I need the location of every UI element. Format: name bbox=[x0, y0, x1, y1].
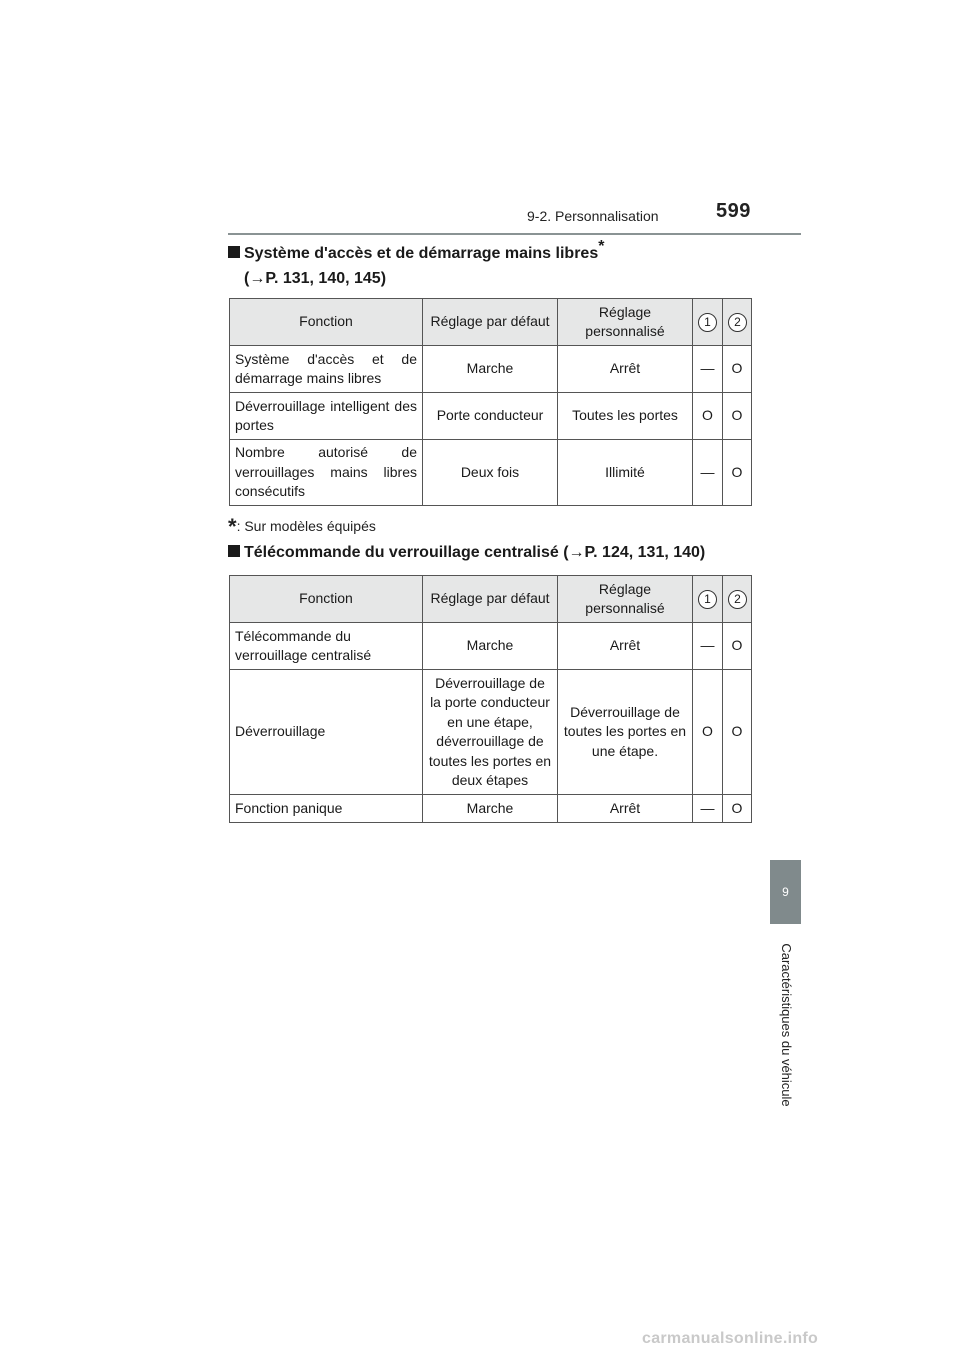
cell-c1: — bbox=[693, 346, 723, 393]
chapter-label: Caractéristiques du véhicule bbox=[779, 943, 794, 1107]
table-row bbox=[230, 393, 752, 440]
section-page-ref: (→P. 131, 140, 145) bbox=[244, 270, 387, 287]
table-row bbox=[230, 346, 752, 393]
col-header-2 bbox=[723, 299, 752, 346]
square-bullet-icon bbox=[228, 246, 240, 258]
cell-c1: — bbox=[693, 440, 723, 506]
cell-perso: Arrêt bbox=[558, 795, 693, 823]
section-title-remote bbox=[228, 540, 705, 566]
cell-perso: Toutes les portes bbox=[558, 393, 693, 440]
cell-defaut: Marche bbox=[423, 795, 558, 823]
cell-c2: O bbox=[723, 346, 752, 393]
footnote-star: * bbox=[228, 514, 237, 539]
cell-fonction: Déverrouillage bbox=[230, 670, 423, 795]
circled-two-icon: 2 bbox=[728, 313, 747, 332]
cell-c2: O bbox=[723, 670, 752, 795]
footnote bbox=[228, 514, 376, 540]
cell-perso: Arrêt bbox=[558, 346, 693, 393]
col-header-fonction: Fonction bbox=[230, 299, 423, 346]
footnote-text: : Sur modèles équipés bbox=[236, 518, 376, 534]
cell-c1: — bbox=[693, 623, 723, 670]
cell-perso: Arrêt bbox=[558, 623, 693, 670]
cell-defaut: Porte conducteur bbox=[423, 393, 558, 440]
settings-table-keyless bbox=[229, 298, 752, 506]
settings-table-remote bbox=[229, 575, 752, 823]
col-header-1 bbox=[693, 299, 723, 346]
cell-c2: O bbox=[723, 795, 752, 823]
watermark: carmanualsonline.info bbox=[642, 1330, 819, 1347]
cell-perso: Illimité bbox=[558, 440, 693, 506]
cell-perso: Déverrouillage de toutes les portes en une étape. bbox=[558, 670, 693, 795]
cell-defaut: Deux fois bbox=[423, 440, 558, 506]
cell-fonction: Nombre autorisé de verrouillages mains libres consécutifs bbox=[230, 440, 423, 506]
cell-fonction: Fonction panique bbox=[230, 795, 423, 823]
section-title-text: Télécommande du verrouillage centralisé (→P. 124, 131, 140) bbox=[244, 544, 706, 561]
square-bullet-icon bbox=[228, 545, 240, 557]
cell-c2: O bbox=[723, 440, 752, 506]
header-divider bbox=[228, 233, 801, 235]
table-row bbox=[230, 623, 752, 670]
col-header-perso: Réglage personnalisé bbox=[558, 576, 693, 623]
footnote-mark: * bbox=[598, 238, 605, 255]
cell-c1: O bbox=[693, 670, 723, 795]
col-header-defaut: Réglage par défaut bbox=[423, 299, 558, 346]
circled-one-icon: 1 bbox=[698, 313, 717, 332]
cell-c2: O bbox=[723, 623, 752, 670]
cell-defaut: Marche bbox=[423, 623, 558, 670]
circled-two-icon: 2 bbox=[728, 590, 747, 609]
cell-fonction: Système d'accès et de démarrage mains libres bbox=[230, 346, 423, 393]
col-header-perso: Réglage personnalisé bbox=[558, 299, 693, 346]
table-header-row bbox=[230, 576, 752, 623]
col-header-1 bbox=[693, 576, 723, 623]
col-header-defaut: Réglage par défaut bbox=[423, 576, 558, 623]
cell-defaut: Déverrouillage de la porte conducteur en une étape, déverrouillage de toutes les portes en deux étapes bbox=[423, 670, 558, 795]
cell-c1: O bbox=[693, 393, 723, 440]
section-title-text: Système d'accès et de démarrage mains libres bbox=[244, 245, 599, 262]
table-row bbox=[230, 795, 752, 823]
cell-defaut: Marche bbox=[423, 346, 558, 393]
section-header: 9-2. Personnalisation bbox=[527, 208, 659, 224]
cell-c2: O bbox=[723, 393, 752, 440]
cell-fonction: Déverrouillage intelligent des portes bbox=[230, 393, 423, 440]
cell-c1: — bbox=[693, 795, 723, 823]
table-row bbox=[230, 440, 752, 506]
chapter-tab: 9 bbox=[770, 860, 801, 924]
table-row bbox=[230, 670, 752, 795]
circled-one-icon: 1 bbox=[698, 590, 717, 609]
col-header-2 bbox=[723, 576, 752, 623]
col-header-fonction: Fonction bbox=[230, 576, 423, 623]
table-header-row bbox=[230, 299, 752, 346]
page-number: 599 bbox=[716, 200, 751, 222]
section-title-keyless bbox=[228, 238, 605, 267]
cell-fonction: Télécommande du verrouillage centralisé bbox=[230, 623, 423, 670]
